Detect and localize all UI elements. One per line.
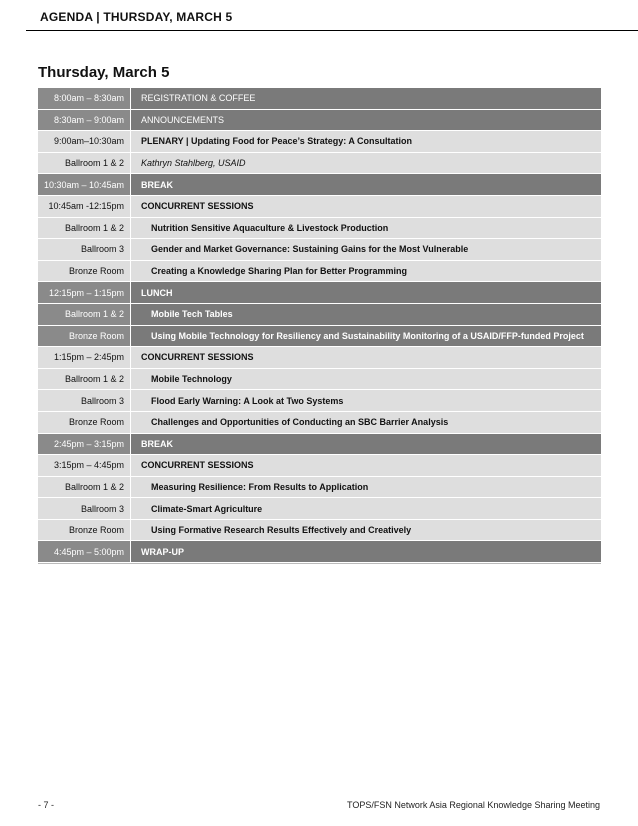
agenda-row [38,498,601,520]
agenda-row [38,541,601,563]
agenda-row [38,88,601,110]
agenda-time: 8:30am – 9:00am [38,110,131,131]
page-header [0,10,638,32]
agenda-description: Challenges and Opportunities of Conducting an SBC Barrier Analysis [151,417,449,428]
agenda-description: Gender and Market Governance: Sustaining Gains for the Most Vulnerable [151,244,469,255]
agenda-time: 10:45am -12:15pm [38,196,131,217]
agenda-row [38,131,601,153]
agenda-row [38,520,601,542]
agenda-time: 12:15pm – 1:15pm [38,282,131,303]
agenda-row [38,261,601,283]
agenda-row [38,218,601,240]
agenda-time: Bronze Room [38,412,131,433]
agenda-row [38,110,601,132]
agenda-description: LUNCH [141,287,173,298]
agenda-row [38,239,601,261]
agenda-time: Ballroom 1 & 2 [38,218,131,239]
agenda-description: Using Formative Research Results Effectively and Creatively [151,525,412,536]
agenda-description: Mobile Tech Tables [151,309,233,320]
agenda-description: BREAK [141,179,174,190]
agenda-description: Using Mobile Technology for Resiliency and Sustainability Monitoring of a USAID/FFP-funded Project [151,330,584,341]
agenda-description: ANNOUNCEMENTS [141,114,225,125]
agenda-row [38,153,601,175]
agenda-description: CONCURRENT SESSIONS [141,201,254,212]
agenda-time: Ballroom 1 & 2 [38,477,131,498]
agenda-description: PLENARY | Updating Food for Peace’s Strategy: A Consultation [141,136,413,147]
agenda-description: Kathryn Stahlberg, USAID [141,158,246,169]
agenda-row [38,434,601,456]
agenda-description: Nutrition Sensitive Aquaculture & Livestock Production [151,222,389,233]
agenda-row [38,390,601,412]
agenda-row [38,196,601,218]
agenda-time: Ballroom 1 & 2 [38,369,131,390]
agenda-row [38,412,601,434]
agenda-time: Ballroom 3 [38,390,131,411]
agenda-row [38,347,601,369]
footer-meeting-name: TOPS/FSN Network Asia Regional Knowledge Sharing Meeting [347,800,600,810]
agenda-description: BREAK [141,438,174,449]
agenda-row [38,477,601,499]
footer-page-number: - 7 - [38,800,55,810]
agenda-description: CONCURRENT SESSIONS [141,460,254,471]
agenda-time: 8:00am – 8:30am [38,88,131,109]
agenda-time: 10:30am – 10:45am [38,174,131,195]
agenda-table [38,88,601,564]
agenda-description: Flood Early Warning: A Look at Two Systems [151,395,344,406]
agenda-row [38,455,601,477]
agenda-description: CONCURRENT SESSIONS [141,352,254,363]
agenda-description: REGISTRATION & COFFEE [141,93,256,104]
header-rule [26,30,638,31]
agenda-description: Climate-Smart Agriculture [151,503,263,514]
agenda-row [38,326,601,348]
page-title: Thursday, March 5 [38,64,170,81]
header-title: AGENDA | THURSDAY, MARCH 5 [40,10,233,24]
agenda-time: 1:15pm – 2:45pm [38,347,131,368]
agenda-row [38,174,601,196]
agenda-row [38,369,601,391]
agenda-time: 4:45pm – 5:00pm [38,541,131,562]
agenda-time: Ballroom 3 [38,239,131,260]
agenda-time: 9:00am–10:30am [38,131,131,152]
agenda-time: 3:15pm – 4:45pm [38,455,131,476]
agenda-time: Ballroom 1 & 2 [38,304,131,325]
agenda-time: Bronze Room [38,326,131,347]
agenda-time: Bronze Room [38,261,131,282]
agenda-row [38,304,601,326]
agenda-description: Creating a Knowledge Sharing Plan for Better Programming [151,266,408,277]
agenda-description: WRAP-UP [141,546,184,557]
agenda-time: Ballroom 3 [38,498,131,519]
agenda-description: Measuring Resilience: From Results to Application [151,481,369,492]
agenda-description: Mobile Technology [151,374,232,385]
agenda-row [38,282,601,304]
agenda-time: Ballroom 1 & 2 [38,153,131,174]
agenda-time: 2:45pm – 3:15pm [38,434,131,455]
agenda-time: Bronze Room [38,520,131,541]
